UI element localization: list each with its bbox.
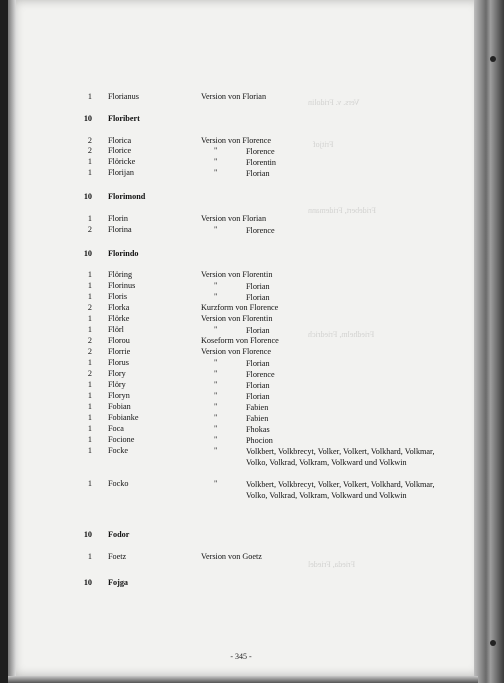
entry-meaning: Florentin <box>246 158 277 167</box>
book-page <box>8 0 474 676</box>
entry-number: 2 <box>87 225 92 234</box>
entry-meaning: Florian <box>246 282 270 291</box>
entry-name: Flöring <box>108 270 133 279</box>
entry-note: Version von Florence <box>201 347 272 356</box>
binding-hole-icon <box>490 56 496 62</box>
entry-name: Fobianke <box>108 413 139 422</box>
entry-meaning: Florian <box>246 169 270 178</box>
entry-note: Kurzform von Florence <box>201 303 279 312</box>
entry-name: Florina <box>108 225 132 234</box>
entry-name: Fodor <box>108 530 130 539</box>
ditto-mark: " <box>214 225 218 234</box>
entry-name: Floribert <box>108 114 140 123</box>
entry-number: 2 <box>87 369 92 378</box>
entry-number: 1 <box>87 314 92 323</box>
entry-name: Flöricke <box>108 157 136 166</box>
ditto-mark: " <box>214 146 218 155</box>
entry-meaning: Fabien <box>246 403 269 412</box>
entry-number: 1 <box>87 168 92 177</box>
entry-number: 1 <box>87 402 92 411</box>
entry-number: 1 <box>87 92 92 101</box>
entry-number: 1 <box>87 157 92 166</box>
entry-name: Florus <box>108 358 129 367</box>
page-edge-right <box>474 0 504 683</box>
entry-meaning: Florence <box>246 226 275 235</box>
entry-meaning: Florence <box>246 147 275 156</box>
entry-number: 1 <box>87 380 92 389</box>
entry-number: 1 <box>87 435 92 444</box>
entry-meaning: Florian <box>246 293 270 302</box>
entry-number: 1 <box>87 214 92 223</box>
entry-meaning: Volkbert, Volkbrecyt, Volker, Volkert, Volkhard, Volkmar, Volko, Volkrad, Volkram, Volkward und Volkwin <box>246 480 435 500</box>
ditto-mark: " <box>214 435 218 444</box>
entry-note: Version von Florian <box>201 92 267 101</box>
entry-number: 10 <box>83 249 92 258</box>
ditto-mark: " <box>214 168 218 177</box>
entry-number: 1 <box>87 391 92 400</box>
ditto-mark: " <box>214 424 218 433</box>
entry-number: 1 <box>87 281 92 290</box>
entry-number: 1 <box>87 325 92 334</box>
entry-meaning: Florian <box>246 326 270 335</box>
entry-meaning: Florian <box>246 392 270 401</box>
entry-name: Florica <box>108 136 132 145</box>
entry-number: 10 <box>83 114 92 123</box>
entry-name: Foetz <box>108 552 127 561</box>
entry-meaning: Florian <box>246 381 270 390</box>
entry-name: Fobian <box>108 402 131 411</box>
entry-name: Florou <box>108 336 130 345</box>
entry-name: Florijan <box>108 168 134 177</box>
entry-name: Floryn <box>108 391 130 400</box>
entry-meaning: Florian <box>246 359 270 368</box>
entry-name: Florianus <box>108 92 139 101</box>
show-through-text: Frieda, Friedel <box>308 560 356 569</box>
entry-name: Flory <box>108 369 126 378</box>
binding-hole-icon <box>490 640 496 646</box>
entry-name: Focione <box>108 435 135 444</box>
ditto-mark: " <box>214 479 218 488</box>
entry-number: 1 <box>87 479 92 488</box>
entry-name: Florimond <box>108 192 146 201</box>
show-through-text: Fridebert, Fridemann <box>308 206 376 215</box>
page-gutter <box>8 0 16 676</box>
entry-number: 2 <box>87 347 92 356</box>
entry-number: 1 <box>87 292 92 301</box>
ditto-mark: " <box>214 358 218 367</box>
page-edge-bottom <box>8 676 478 683</box>
entry-number: 2 <box>87 136 92 145</box>
entry-name: Florinus <box>108 281 136 290</box>
entry-note: Version von Florian <box>201 214 267 223</box>
entry-number: 2 <box>87 146 92 155</box>
ditto-mark: " <box>214 402 218 411</box>
ditto-mark: " <box>214 157 218 166</box>
entry-meaning: Fhokas <box>246 425 270 434</box>
entry-note: Version von Florence <box>201 136 272 145</box>
entry-note: Version von Florentin <box>201 314 273 323</box>
entry-name: Flöry <box>108 380 126 389</box>
ditto-mark: " <box>214 281 218 290</box>
entry-meaning: Fabien <box>246 414 269 423</box>
entry-number: 2 <box>87 336 92 345</box>
entry-note: Version von Florentin <box>201 270 273 279</box>
entry-number: 1 <box>87 424 92 433</box>
entry-number: 1 <box>87 413 92 422</box>
entry-name: Flörl <box>108 325 124 334</box>
ditto-mark: " <box>214 325 218 334</box>
ditto-mark: " <box>214 380 218 389</box>
entry-name: Focke <box>108 446 129 455</box>
entry-number: 1 <box>87 358 92 367</box>
entry-name: Floris <box>108 292 128 301</box>
ditto-mark: " <box>214 391 218 400</box>
entry-name: Florka <box>108 303 130 312</box>
entry-name: Focko <box>108 479 129 488</box>
ditto-mark: " <box>214 413 218 422</box>
ditto-mark: " <box>214 292 218 301</box>
entry-name: Foca <box>108 424 124 433</box>
entry-meaning: Florence <box>246 370 275 379</box>
entry-name: Florindo <box>108 249 139 258</box>
entry-name: Flörke <box>108 314 130 323</box>
entry-name: Florice <box>108 146 132 155</box>
entry-number: 2 <box>87 303 92 312</box>
entry-number: 10 <box>83 530 92 539</box>
show-through-text: Vers. v. Fridolin <box>308 98 360 107</box>
page-number: - 345 - <box>230 652 252 661</box>
show-through-text: Fritjof <box>313 140 334 149</box>
entry-number: 1 <box>87 552 92 561</box>
entry-name: Florrie <box>108 347 131 356</box>
show-through-text: Friedhelm, Friedrich <box>308 330 375 339</box>
entry-number: 10 <box>83 578 92 587</box>
ditto-mark: " <box>214 446 218 455</box>
entry-note: Version von Goetz <box>201 552 262 561</box>
entry-note: Koseform von Florence <box>201 336 279 345</box>
entry-number: 1 <box>87 270 92 279</box>
entry-meaning: Volkbert, Volkbrecyt, Volker, Volkert, Volkhard, Volkmar, Volko, Volkrad, Volkram, Volkward und Volkwin <box>246 447 435 467</box>
ditto-mark: " <box>214 369 218 378</box>
entry-name: Fojga <box>108 578 129 587</box>
entry-name: Florin <box>108 214 129 223</box>
entry-number: 10 <box>83 192 92 201</box>
entry-meaning: Phocion <box>246 436 273 445</box>
entry-number: 1 <box>87 446 92 455</box>
